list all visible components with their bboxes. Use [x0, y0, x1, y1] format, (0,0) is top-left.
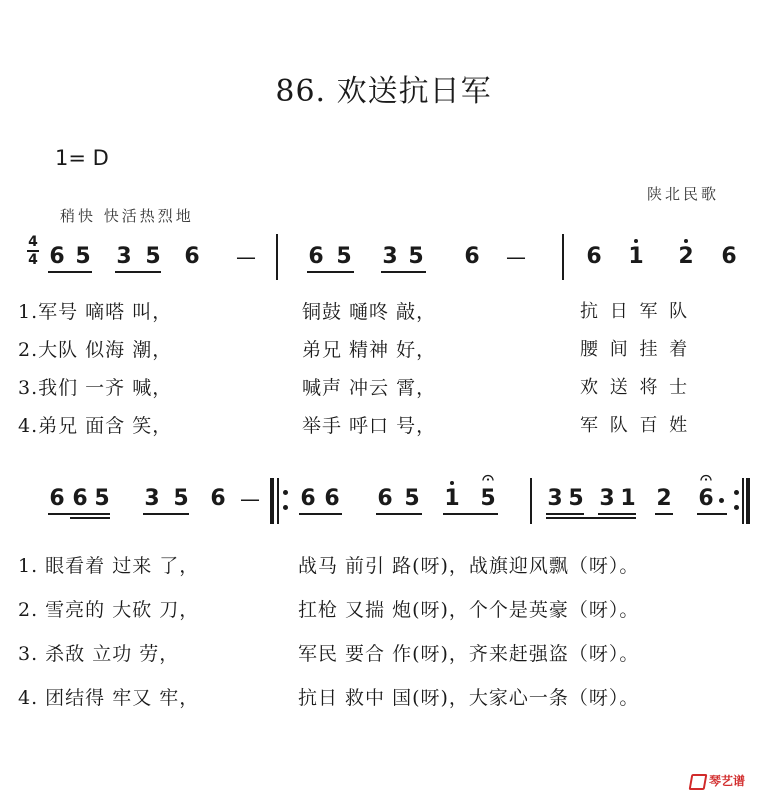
- note: 5: [404, 486, 420, 511]
- dash: —: [506, 245, 526, 269]
- repeat-end-thick-bar: [746, 478, 750, 524]
- song-source: 陕北民歌: [647, 185, 720, 203]
- fermata-icon: [482, 474, 494, 481]
- lyric-text: 战马 前引 路(呀)，战旗迎风飘（呀）。: [298, 555, 640, 577]
- repeat-dot: [734, 490, 739, 495]
- note: 1: [620, 486, 636, 511]
- lyric-text: 4. 团结得 牢又 牢，: [18, 687, 200, 709]
- repeat-start-thin-bar: [277, 478, 279, 524]
- beam: [546, 517, 636, 519]
- note: 1: [444, 486, 460, 511]
- lyric-text: 2. 雪亮的 大砍 刀，: [18, 599, 200, 621]
- repeat-start-thick-bar: [270, 478, 274, 524]
- beam: [143, 513, 189, 515]
- note: 6: [72, 486, 88, 511]
- note: 6: [377, 486, 393, 511]
- note: 5: [173, 486, 189, 511]
- note: 5: [408, 244, 424, 269]
- dash: —: [240, 487, 260, 511]
- note: 5: [75, 244, 91, 269]
- lyric-text: 抗日 救中 国(呀)，大家心一条（呀）。: [298, 687, 640, 709]
- beam: [697, 513, 727, 515]
- tempo-marking: 稍快 快活热烈地: [60, 207, 194, 225]
- lyric-text: 1.军号 嘀嗒 叫，: [18, 301, 173, 323]
- key-signature: 1= D: [55, 146, 109, 170]
- lyric-text: 弟兄 精神 好，: [302, 339, 437, 361]
- lyric-text: 3. 杀敌 立功 劳，: [18, 643, 180, 665]
- lyric-text: 军 队 百 姓: [580, 415, 691, 436]
- lyric-text: 抗 日 军 队: [580, 301, 691, 322]
- lyric-text: 铜鼓 嗵咚 敲，: [302, 301, 437, 323]
- lyric-text: 腰 间 挂 着: [580, 339, 691, 360]
- lyric-text: 举手 呼口 号，: [302, 415, 437, 437]
- fermata-icon: [700, 474, 712, 481]
- lyric-text: 3.我们 一齐 喊，: [18, 377, 173, 399]
- note: 2: [656, 486, 672, 511]
- beam: [70, 517, 110, 519]
- note: 6: [586, 244, 602, 269]
- note: 6: [184, 244, 200, 269]
- repeat-end-thin-bar: [742, 478, 744, 524]
- beam: [443, 513, 498, 515]
- note: 5: [480, 486, 496, 511]
- barline: [276, 234, 278, 280]
- note: 5: [568, 486, 584, 511]
- note: 3: [144, 486, 160, 511]
- beam: [299, 513, 342, 515]
- octave-dot: [450, 481, 454, 485]
- note: 6: [49, 244, 65, 269]
- note: 3: [547, 486, 563, 511]
- note: 5: [94, 486, 110, 511]
- note: 5: [145, 244, 161, 269]
- lyric-text: 扛枪 又揣 炮(呀)，个个是英豪（呀）。: [298, 599, 640, 621]
- barline: [530, 478, 532, 524]
- beam: [655, 513, 673, 515]
- octave-dot: [634, 239, 638, 243]
- note: 6: [308, 244, 324, 269]
- lyric-text: 1. 眼看着 过来 了，: [18, 555, 200, 577]
- dash: —: [236, 245, 256, 269]
- lyric-text: 喊声 冲云 霄，: [302, 377, 437, 399]
- beam: [546, 513, 584, 515]
- note: 2: [678, 244, 694, 269]
- lyric-text: 欢 送 将 士: [580, 377, 691, 398]
- note: 6: [324, 486, 340, 511]
- beam: [376, 513, 422, 515]
- note: 6: [698, 486, 714, 511]
- augmentation-dot: [719, 498, 724, 503]
- note: 6: [300, 486, 316, 511]
- beam: [307, 271, 354, 273]
- note: 6: [464, 244, 480, 269]
- octave-dot: [684, 239, 688, 243]
- time-signature: 4 4: [28, 234, 38, 268]
- barline: [562, 234, 564, 280]
- beam: [115, 271, 161, 273]
- note: 3: [382, 244, 398, 269]
- repeat-dot: [283, 490, 288, 495]
- note: 3: [116, 244, 132, 269]
- lyric-text: 2.大队 似海 潮，: [18, 339, 173, 361]
- repeat-dot: [283, 505, 288, 510]
- lyric-text: 军民 要合 作(呀)，齐来赶强盗（呀）。: [298, 643, 640, 665]
- beam: [381, 271, 426, 273]
- note: 5: [336, 244, 352, 269]
- watermark-logo-icon: [689, 774, 708, 790]
- beam: [48, 271, 92, 273]
- note: 1: [628, 244, 644, 269]
- note: 6: [49, 486, 65, 511]
- note: 3: [599, 486, 615, 511]
- beam: [598, 513, 636, 515]
- repeat-dot: [734, 505, 739, 510]
- watermark: 琴艺谱: [690, 772, 745, 790]
- lyric-text: 4.弟兄 面含 笑，: [18, 415, 173, 437]
- note: 6: [721, 244, 737, 269]
- beam: [48, 513, 110, 515]
- note: 6: [210, 486, 226, 511]
- song-title: 86. 欢送抗日军: [275, 74, 492, 109]
